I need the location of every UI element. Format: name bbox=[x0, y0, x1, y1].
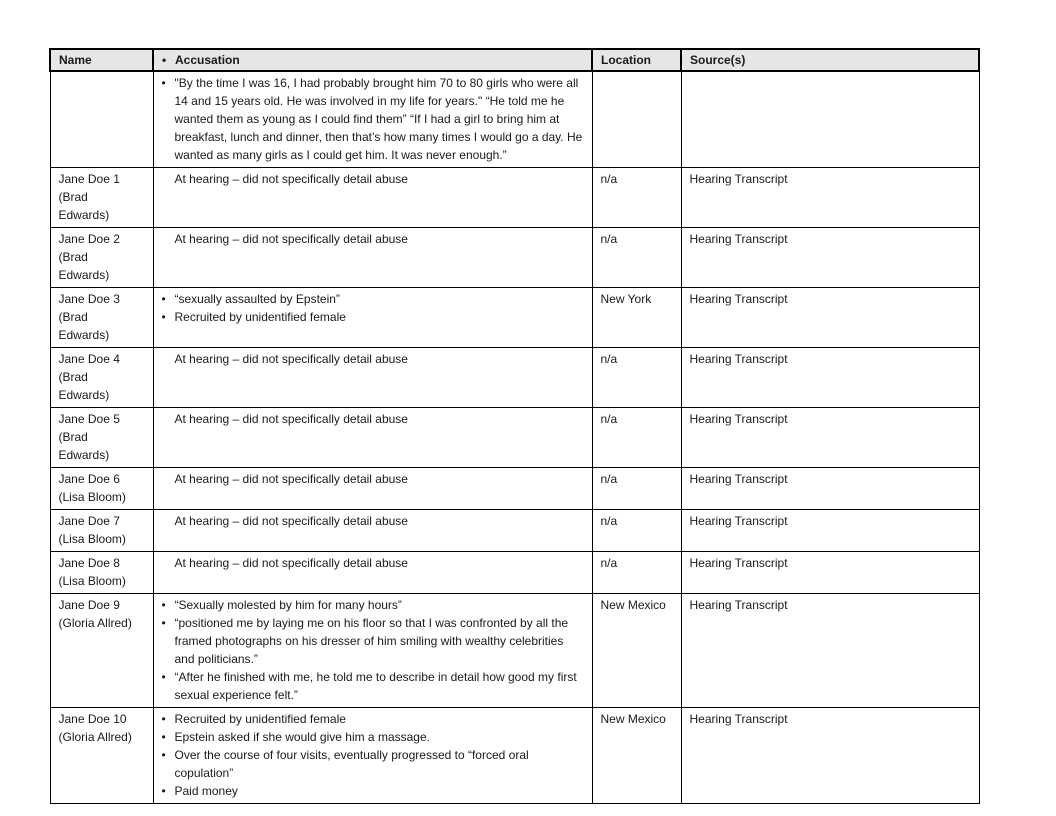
table-row bbox=[50, 168, 979, 228]
accusation-cell bbox=[153, 288, 592, 348]
accusation-text: At hearing – did not specifically detail abuse bbox=[174, 556, 408, 570]
bullet-icon: • bbox=[161, 76, 166, 90]
name-line: Jane Doe 2 bbox=[58, 232, 120, 246]
accusation-text: Paid money bbox=[174, 784, 238, 798]
table-row bbox=[50, 408, 979, 468]
table-row bbox=[50, 594, 979, 708]
name-line: Edwards) bbox=[58, 208, 110, 222]
bulleted-accusation-item bbox=[162, 614, 586, 668]
bulleted-accusation-item bbox=[162, 728, 586, 746]
name-line: (Brad bbox=[58, 190, 88, 204]
source-cell: Hearing Transcript bbox=[681, 408, 979, 468]
accusation-text: At hearing – did not specifically detail abuse bbox=[174, 472, 408, 486]
column-header-item bbox=[162, 51, 585, 69]
table-row bbox=[50, 288, 979, 348]
accusation-text: At hearing – did not specifically detail abuse bbox=[174, 352, 408, 366]
location-cell: n/a bbox=[592, 168, 681, 228]
column-header-item bbox=[59, 51, 146, 69]
name-line: Jane Doe 7 bbox=[58, 514, 120, 528]
location-cell: n/a bbox=[592, 408, 681, 468]
name-line: Jane Doe 5 bbox=[58, 412, 120, 426]
accusation-cell bbox=[153, 594, 592, 708]
bulleted-accusation-item bbox=[162, 74, 586, 164]
source-cell: Hearing Transcript bbox=[681, 552, 979, 594]
accusation-cell bbox=[153, 408, 592, 468]
accusation-item bbox=[162, 230, 586, 248]
accusation-text: At hearing – did not specifically detail abuse bbox=[174, 232, 408, 246]
name-line: (Brad bbox=[58, 370, 88, 384]
source-cell bbox=[681, 71, 979, 168]
name-line: Jane Doe 8 bbox=[58, 556, 120, 570]
bulleted-accusation-item bbox=[162, 596, 586, 614]
column-header-name bbox=[50, 49, 153, 71]
name-line: Edwards) bbox=[58, 268, 110, 282]
accusation-cell bbox=[153, 348, 592, 408]
accusation-text: At hearing – did not specifically detail abuse bbox=[174, 412, 408, 426]
table-body bbox=[50, 71, 979, 804]
bullet-icon: • bbox=[161, 310, 166, 324]
bullet-icon: • bbox=[161, 616, 166, 630]
bullet-icon: • bbox=[161, 712, 166, 726]
column-header-item bbox=[601, 51, 674, 69]
name-cell bbox=[50, 228, 153, 288]
column-header-item bbox=[690, 51, 972, 69]
location-cell: New Mexico bbox=[592, 708, 681, 804]
location-cell: n/a bbox=[592, 228, 681, 288]
accusation-item bbox=[162, 512, 586, 530]
bulleted-accusation-item bbox=[162, 668, 586, 704]
accusation-text: “positioned me by laying me on his floor so that I was confronted by all the framed photographs on his dresser of him smiling with wealthy celebrities and politicians.” bbox=[174, 616, 569, 666]
column-header-location bbox=[592, 49, 681, 71]
bullet-icon: • bbox=[161, 784, 166, 798]
bullet-icon: • bbox=[161, 292, 166, 306]
table-row bbox=[50, 468, 979, 510]
accusation-item bbox=[162, 554, 586, 572]
accusation-cell bbox=[153, 71, 592, 168]
bullet-icon: • bbox=[162, 53, 167, 67]
accusation-text: Epstein asked if she would give him a massage. bbox=[174, 730, 430, 744]
accusation-cell bbox=[153, 510, 592, 552]
bullet-icon: • bbox=[161, 598, 166, 612]
column-header-label: Source(s) bbox=[690, 53, 746, 67]
column-header-label: Accusation bbox=[175, 53, 240, 67]
table-row bbox=[50, 348, 979, 408]
accusation-cell bbox=[153, 708, 592, 804]
name-cell bbox=[50, 594, 153, 708]
table-row bbox=[50, 510, 979, 552]
table-row bbox=[50, 71, 979, 168]
name-cell bbox=[50, 552, 153, 594]
accusation-text: Over the course of four visits, eventually progressed to “forced oral copulation” bbox=[174, 748, 529, 780]
name-cell bbox=[50, 408, 153, 468]
column-header-accusation bbox=[153, 49, 592, 71]
accusation-cell bbox=[153, 168, 592, 228]
column-header-source-s- bbox=[681, 49, 979, 71]
bullet-icon: • bbox=[161, 748, 166, 762]
bullet-icon: • bbox=[161, 670, 166, 684]
location-cell: n/a bbox=[592, 348, 681, 408]
accusations-table bbox=[49, 48, 980, 804]
name-line: (Gloria Allred) bbox=[58, 730, 132, 744]
accusation-cell bbox=[153, 468, 592, 510]
source-cell: Hearing Transcript bbox=[681, 228, 979, 288]
source-cell: Hearing Transcript bbox=[681, 594, 979, 708]
location-cell: New Mexico bbox=[592, 594, 681, 708]
accusation-item bbox=[162, 470, 586, 488]
name-line: Jane Doe 10 bbox=[58, 712, 127, 726]
accusation-text: “After he finished with me, he told me to describe in detail how good my first sexual experience felt.” bbox=[174, 670, 577, 702]
source-cell: Hearing Transcript bbox=[681, 288, 979, 348]
bulleted-accusation-item bbox=[162, 290, 586, 308]
accusation-item bbox=[162, 170, 586, 188]
bulleted-accusation-item bbox=[162, 782, 586, 800]
bulleted-accusation-item bbox=[162, 746, 586, 782]
location-cell: n/a bbox=[592, 510, 681, 552]
name-line: (Brad bbox=[58, 430, 88, 444]
location-cell: n/a bbox=[592, 552, 681, 594]
table-header-row bbox=[50, 49, 979, 71]
accusation-cell bbox=[153, 228, 592, 288]
accusation-cell bbox=[153, 552, 592, 594]
accusation-text: Recruited by unidentified female bbox=[174, 712, 346, 726]
name-line: (Lisa Bloom) bbox=[58, 532, 126, 546]
accusation-text: “sexually assaulted by Epstein” bbox=[174, 292, 340, 306]
accusation-text: At hearing – did not specifically detail abuse bbox=[174, 172, 408, 186]
name-line: (Brad bbox=[58, 310, 88, 324]
location-cell: n/a bbox=[592, 468, 681, 510]
location-cell bbox=[592, 71, 681, 168]
accusation-text: Recruited by unidentified female bbox=[174, 310, 346, 324]
name-line: Edwards) bbox=[58, 388, 110, 402]
name-cell bbox=[50, 348, 153, 408]
accusation-text: "By the time I was 16, I had probably brought him 70 to 80 girls who were all 14 and 15 years old. He was involved in my life for years." “He told me he wanted them as young as I could find them” “If I had a girl to bring him at breakfast, lunch and dinner, then that’s how many times I would go a day. He wanted as many girls as I could get him. It was never enough.” bbox=[174, 76, 583, 162]
name-line: (Lisa Bloom) bbox=[58, 574, 126, 588]
name-line: Jane Doe 4 bbox=[58, 352, 120, 366]
name-line: Edwards) bbox=[58, 448, 110, 462]
name-line: Jane Doe 6 bbox=[58, 472, 120, 486]
name-line: Jane Doe 9 bbox=[58, 598, 120, 612]
table-row bbox=[50, 552, 979, 594]
name-line: Jane Doe 3 bbox=[58, 292, 120, 306]
bulleted-accusation-item bbox=[162, 308, 586, 326]
name-cell bbox=[50, 288, 153, 348]
column-header-label: Location bbox=[601, 53, 651, 67]
accusation-text: “Sexually molested by him for many hours” bbox=[174, 598, 402, 612]
name-cell bbox=[50, 168, 153, 228]
name-cell bbox=[50, 71, 153, 168]
location-cell: New York bbox=[592, 288, 681, 348]
name-line: (Lisa Bloom) bbox=[58, 490, 126, 504]
name-cell bbox=[50, 510, 153, 552]
name-cell bbox=[50, 468, 153, 510]
name-cell bbox=[50, 708, 153, 804]
name-line: Jane Doe 1 bbox=[58, 172, 120, 186]
table-row bbox=[50, 708, 979, 804]
table-row bbox=[50, 228, 979, 288]
name-line: Edwards) bbox=[58, 328, 110, 342]
source-cell: Hearing Transcript bbox=[681, 348, 979, 408]
source-cell: Hearing Transcript bbox=[681, 468, 979, 510]
source-cell: Hearing Transcript bbox=[681, 708, 979, 804]
accusation-item bbox=[162, 350, 586, 368]
bulleted-accusation-item bbox=[162, 710, 586, 728]
accusation-text: At hearing – did not specifically detail abuse bbox=[174, 514, 408, 528]
table-header bbox=[50, 49, 979, 71]
bullet-icon: • bbox=[161, 730, 166, 744]
column-header-label: Name bbox=[59, 53, 92, 67]
source-cell: Hearing Transcript bbox=[681, 510, 979, 552]
name-line: (Gloria Allred) bbox=[58, 616, 132, 630]
source-cell: Hearing Transcript bbox=[681, 168, 979, 228]
name-line: (Brad bbox=[58, 250, 88, 264]
accusation-item bbox=[162, 410, 586, 428]
